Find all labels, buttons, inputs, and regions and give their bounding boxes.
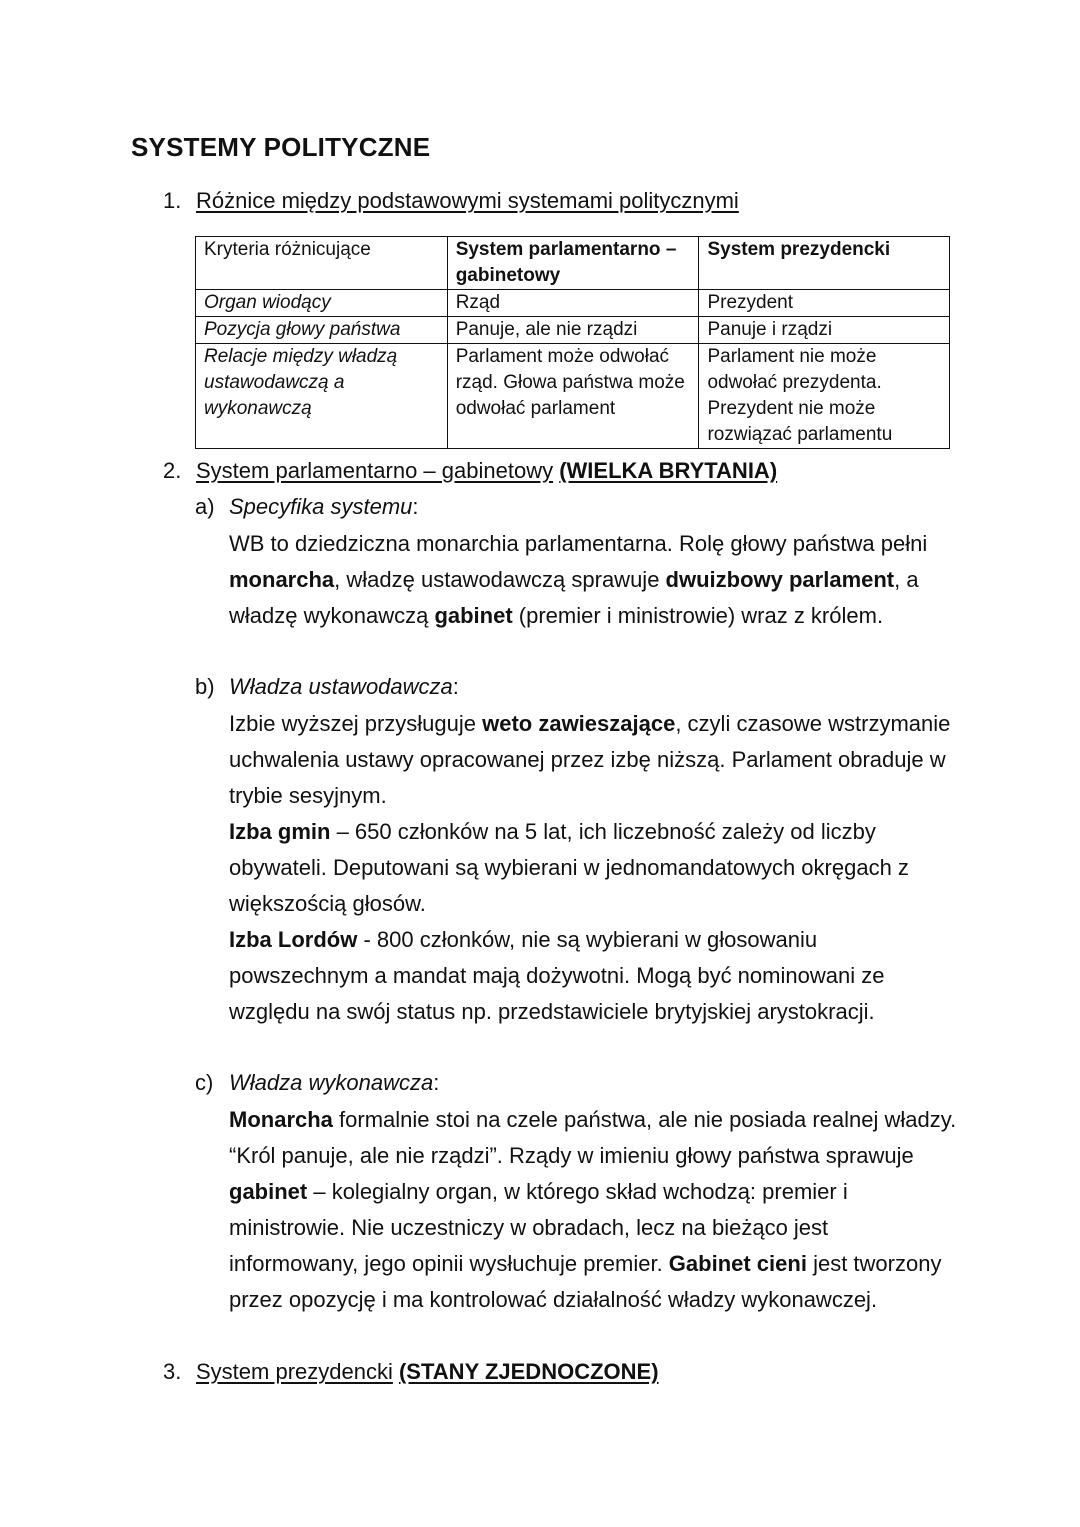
section-2-number: 2. <box>163 458 182 483</box>
paragraph-izba-lordow <box>229 922 959 1030</box>
subsection-a-colon: : <box>412 494 419 519</box>
subsection-a-heading <box>195 494 419 520</box>
table-header-criteria: Kryteria różnicujące <box>196 237 448 290</box>
subsection-b-colon: : <box>452 674 459 699</box>
text-run: (premier i ministrowie) wraz z królem. <box>512 603 884 628</box>
text-run: formalnie stoi na czele państwa, ale nie posiada realnej władzy. “Król panuje, ale nie rządzi”. Rządy w imieniu głowy państwa sprawuje <box>229 1107 957 1168</box>
page-title: SYSTEMY POLITYCZNE <box>131 132 431 162</box>
text-run: - 800 członków, nie są wybierani w głosowaniu powszechnym a mandat mają dożywotni. Mogą być nominowani ze względu na swój status np. przedstawiciele brytyjskiej arystokracji. <box>229 927 885 1024</box>
subsection-c-colon: : <box>433 1070 440 1095</box>
table-row <box>196 344 950 449</box>
table-header-parliamentary: System parlamentarno – gabinetowy <box>447 237 699 290</box>
text-run: – 650 członków na 5 lat, ich liczebność zależy od liczby obywateli. Deputowani są wybierani w jednomandatowych okręgach z większością głosów. <box>229 819 909 916</box>
bold-term: dwuizbowy parlament <box>665 567 895 592</box>
section-2-country: (WIELKA BRYTANIA) <box>559 458 778 483</box>
table-cell: Organ wiodący <box>196 290 448 317</box>
section-1-heading <box>163 188 739 214</box>
text-run: , czyli czasowe wstrzymanie uchwalenia ustawy opracowanej przez izbę niższą. Parlament obraduje w trybie sesyjnym. <box>229 711 951 808</box>
bold-term: Gabinet cieni <box>668 1251 807 1276</box>
paragraph-wladza-wykonawcza <box>229 1102 959 1318</box>
bold-term: Monarcha <box>229 1107 333 1132</box>
text-run: , a władzę wykonawczą <box>229 567 919 628</box>
paragraph-izba-gmin <box>229 814 959 922</box>
text-run: , władzę ustawodawczą sprawuje <box>334 567 666 592</box>
section-2-title: System parlamentarno – gabinetowy <box>196 458 554 483</box>
subsection-c-letter: c) <box>195 1070 214 1095</box>
bold-term: gabinet <box>229 1179 308 1204</box>
subsection-b-label: Władza ustawodawcza <box>229 674 453 699</box>
table-cell: Prezydent <box>699 290 950 317</box>
bold-term: gabinet <box>434 603 513 628</box>
section-1-title: Różnice między podstawowymi systemami politycznymi <box>196 188 739 213</box>
paragraph-specyfika <box>229 526 959 634</box>
subsection-b-heading <box>195 674 459 700</box>
table-cell: Panuje, ale nie rządzi <box>447 317 699 344</box>
table-cell: Parlament nie może odwołać prezydenta. Prezydent nie może rozwiązać parlamentu <box>699 344 950 449</box>
table-cell: Relacje między władzą ustawodawczą a wykonawczą <box>196 344 448 449</box>
table-row <box>196 290 950 317</box>
bold-term: weto zawieszające <box>482 711 676 736</box>
text-run: WB to dziedziczna monarchia parlamentarna. Rolę głowy państwa pełni <box>229 531 928 556</box>
table-cell: Rząd <box>447 290 699 317</box>
section-3-heading <box>163 1359 659 1385</box>
bold-term: Izba Lordów <box>229 927 358 952</box>
section-3-country: (STANY ZJEDNOCZONE) <box>398 1359 659 1384</box>
table-cell: Panuje i rządzi <box>699 317 950 344</box>
bold-term: monarcha <box>229 567 335 592</box>
text-run: jest tworzony przez opozycję i ma kontrolować działalność władzy wykonawczej. <box>229 1251 942 1312</box>
section-3-title: System prezydencki <box>196 1359 393 1384</box>
section-2-heading <box>163 458 777 484</box>
bold-term: Izba gmin <box>229 819 331 844</box>
subsection-b-letter: b) <box>195 674 215 699</box>
subsection-a-letter: a) <box>195 494 215 519</box>
table-cell: Pozycja głowy państwa <box>196 317 448 344</box>
text-run: – kolegialny organ, w którego skład wchodzą: premier i ministrowie. Nie uczestniczy w obradach, lecz na bieżąco jest informowany, jego opinii wysłuchuje premier. <box>229 1179 848 1276</box>
table-header-row <box>196 237 950 290</box>
paragraph-weto <box>229 706 959 814</box>
comparison-table <box>195 236 950 449</box>
subsection-c-label: Władza wykonawcza <box>229 1070 434 1095</box>
section-1-number: 1. <box>163 188 182 213</box>
table-header-presidential: System prezydencki <box>699 237 950 290</box>
subsection-a-label: Specyfika systemu <box>229 494 413 519</box>
table-cell: Parlament może odwołać rząd. Głowa państwa może odwołać parlament <box>447 344 699 449</box>
subsection-c-heading <box>195 1070 439 1096</box>
section-3-number: 3. <box>163 1359 182 1384</box>
table-row <box>196 317 950 344</box>
text-run: Izbie wyższej przysługuje <box>229 711 483 736</box>
